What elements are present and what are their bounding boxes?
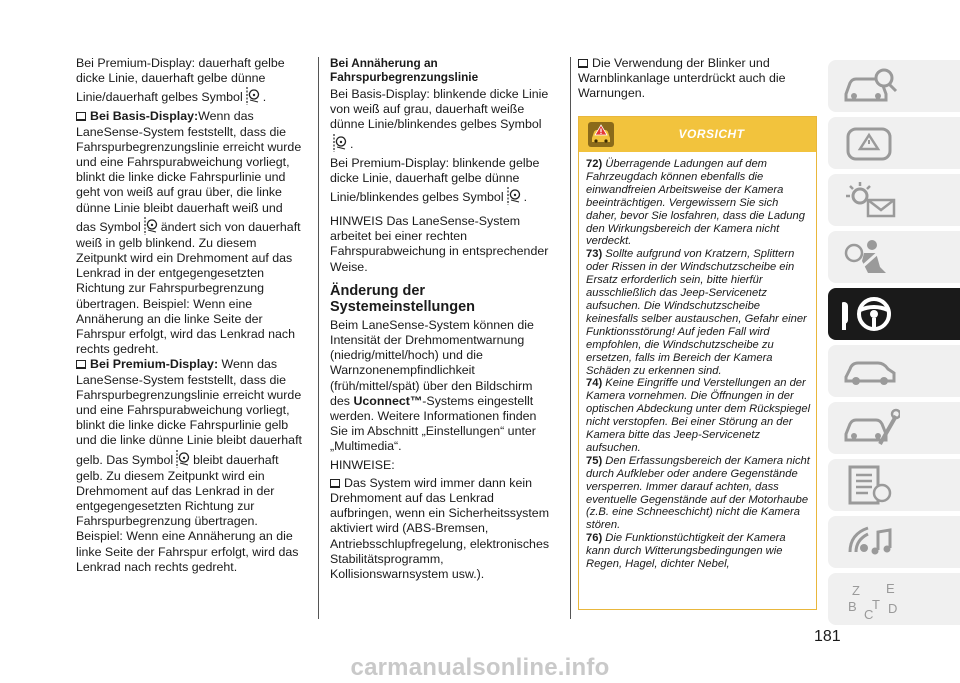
index-letter: Z: [852, 583, 860, 598]
index-letter: C: [864, 607, 874, 622]
subheading-approach: Bei Annäherung an Fahrspurbegrenzungslinie: [330, 56, 479, 84]
paragraph: [330, 87, 555, 153]
note-marker-icon: [578, 59, 588, 68]
warning-item-text: Überragende Ladungen auf dem Fahrzeugdach können ebenfalls die einwandfreien Arbeitsweise der Kamera beeinträchtigen. Vergewissern Sie sich daher, bevor Sie losfahren, dass die Ladung den Wirkungsbereich der Kamera nicht verdeckt.: [586, 158, 805, 248]
text-column-3: [578, 56, 818, 105]
note-marker-icon: [76, 360, 86, 369]
uconnect-brand: Uconnect™: [353, 393, 423, 408]
lanesense-symbol-icon: [175, 449, 191, 469]
period: .: [262, 90, 267, 105]
sidebar-item-dashboard[interactable]: [828, 117, 960, 169]
paragraph: [578, 56, 818, 102]
warning-box: [578, 116, 817, 610]
premium-approach-text: Bei Premium-Display: blinkende gelbe dicke Linie, dauerhaft gelbe dünne Linie/blinkendes gelbes Symbol: [330, 155, 540, 205]
key-steering-wheel-icon: [842, 294, 900, 334]
warning-item: [586, 455, 812, 532]
warning-item-text: Den Erfassungsbereich der Kamera nicht durch Aufkleber oder andere Gegenstände versperren. Immer darauf achten, dass eventuelle Gegenstände auf der Motorhaube (z.B. eine Schneeschicht) nicht die Kamera stören.: [586, 454, 810, 532]
index-letter: E: [886, 581, 895, 596]
column-divider-1: [318, 57, 319, 619]
premium-line-text: Bei Premium-Display: dauerhaft gelbe dicke Linie, dauerhaft gelbe dünne Linie/dauerhaft gelbes Symbol: [76, 56, 285, 105]
sidebar-item-driving[interactable]: [828, 288, 960, 340]
paragraph: [330, 476, 555, 582]
warning-body: [579, 152, 816, 571]
sidebar-item-multimedia[interactable]: [828, 516, 960, 568]
index-letter: T: [872, 597, 880, 612]
basis-display-text-a: Wenn das LaneSense-System feststellt, dass die Fahrspurbegrenzungslinie erreicht wurde und eine Fahrspurabweichung vorliegt, blinkt die linke dicke Fahrspurlinie und geht von weiß auf grau über, die linke dünne Linie bleibt dauerhaft weiß und das Symbol: [76, 109, 302, 234]
premium-display-label: Bei Premium-Display:: [90, 357, 219, 372]
warning-item-text: Die Funktionstüchtigkeit der Kamera kann durch Witterungsbedingungen wie Regen, Hagel, dichter Nebel,: [586, 532, 786, 571]
settings-text-a: Beim LaneSense-System können die Intensität der Drehmomentwarnung (niedrig/mittel/hoch) und die Warnzonenempfindlichkeit (früh/mittel/spät) über den Bildschirm des: [330, 317, 534, 408]
warning-header: [579, 117, 816, 152]
warning-item-number: 74): [586, 377, 606, 390]
warning-item: [586, 158, 812, 248]
sidebar-item-index[interactable]: [828, 573, 960, 625]
warning-item: [586, 377, 812, 454]
premium-display-text-b: bleibt dauerhaft gelb. Zu diesem Zeitpunkt wird ein Drehmoment auf das Lenkrad in der entgegengesetzten Richtung zur Fahrspurbegrenzung übertragen. Beispiel: Wenn eine Annäherung an die linke Seite der Fahrspur erfolgt, wird das Lenkrad nach rechts gedreht.: [76, 452, 299, 574]
section-heading: Änderung der Systemeinstellungen: [330, 282, 476, 315]
sidebar-item-car-search[interactable]: [828, 60, 960, 112]
warning-item: [586, 532, 812, 571]
column-divider-2: [570, 57, 571, 619]
warning-item-number: 73): [586, 248, 606, 261]
basis-display-label: Bei Basis-Display:: [90, 109, 199, 124]
lanesense-symbol-icon: [506, 186, 522, 206]
lanesense-symbol-icon: [143, 216, 159, 236]
paragraph: [330, 318, 555, 455]
period: .: [523, 190, 528, 205]
warning-item: [586, 248, 812, 377]
multimedia-icon: [842, 522, 900, 562]
warning-title: VORSICHT: [678, 127, 745, 141]
warning-item-text: Sollte aufgrund von Kratzern, Splittern oder Rissen in der Windschutzscheibe ein Ersatz erforderlich sein, bitte hierfür ausschließlich das Jeep-Servicenetz aufsuchen. Die Windschutzscheibe keinesfalls selber austauschen, Gefahr einer Funktionsstörung! Auf jeden Fall wird empfohlen, die Windschutzscheibe zu ersetzen, falls im Bereich der Kamera Schäden zu erkennen sind.: [586, 248, 807, 377]
checklist-icon: [842, 465, 900, 505]
basis-approach-text: Bei Basis-Display: blinkende dicke Linie von weiß auf grau, dauerhaft weiße dünne Linie/blinkendes gelbes Symbol: [330, 87, 549, 132]
watermark: carmanualsonline.info: [350, 653, 610, 681]
basis-display-text-b: ändert sich von dauerhaft weiß in gelb blinkend. Zu diesem Zeitpunkt wird ein Drehmoment auf das Lenkrad in der entgegengesetzten Richtung zur Fahrspurbegrenzung übertragen. Beispiel: Wenn eine Annäherung an die linke Seite der Fahrspur erfolgt, wird das Lenkrad nach rechts gedreht.: [76, 219, 301, 357]
index-letter: D: [888, 601, 898, 616]
period: .: [350, 136, 354, 151]
hinweise-title: HINWEISE:: [330, 457, 395, 472]
sidebar-item-car[interactable]: [828, 345, 960, 397]
car-side-icon: [842, 351, 900, 391]
note-marker-icon: [76, 112, 86, 121]
paragraph: [330, 156, 555, 206]
car-search-icon: [842, 66, 900, 106]
settings-text-b: -Systems eingestellt werden. Weitere Informationen finden Sie im Abschnitt „Einstellungen“ unter „Multimedia“.: [330, 393, 537, 454]
lanesense-symbol-icon: [245, 86, 261, 106]
text-column-1: [76, 56, 306, 578]
sidebar-item-safety[interactable]: [828, 231, 960, 283]
warning-item-text: Keine Eingriffe und Verstellungen an der Kamera vornehmen. Die Öffnungen in der optischen Abdeckung unter dem Rückspiegel nicht verstopfen. Bei einer Störung an der Kamera bitte das Jeep-Servicenetz aufsuchen.: [586, 377, 811, 454]
dashboard-warning-icon: [842, 123, 900, 163]
hinweis-note: HINWEIS Das LaneSense-System arbeitet bei einer rechten Fahrspurabweichung in entsprechender Weise.: [330, 214, 549, 274]
sidebar-item-technical[interactable]: [828, 459, 960, 511]
text-column-2: [330, 56, 555, 585]
car-wrench-icon: [842, 408, 900, 448]
warning-item-number: 72): [586, 158, 606, 170]
warning-item-number: 76): [586, 532, 606, 545]
note-marker-icon: [330, 479, 340, 488]
index-letter: B: [848, 599, 857, 614]
warning-item-number: 75): [586, 454, 606, 467]
seat-airbag-icon: [842, 237, 900, 277]
blinker-text: Die Verwendung der Blinker und Warnblinkanlage unterdrückt auch die Warnungen.: [578, 56, 786, 101]
sidebar-item-lights[interactable]: [828, 174, 960, 226]
sidebar-item-service[interactable]: [828, 402, 960, 454]
alphabet-index-icon: [842, 579, 900, 623]
paragraph: [76, 109, 306, 575]
premium-display-text-a: Wenn das LaneSense-System feststellt, dass die Fahrspurbegrenzungslinie erreicht wurde und eine Fahrspurabweichung vorliegt, blinkt die linke dicke Fahrspurlinie gelb und die linke dünne Linie bleibt dauerhaft gelb. Das Symbol: [76, 357, 302, 467]
hinweise-text: Das System wird immer dann kein Drehmoment auf das Lenkrad aufbringen, wenn ein Sicherheitssystem aktiviert wird (ABS-Bremsen, Antriebsschlupfregelung, elektronisches Stabilitätsprogramm, Kollisionswarnsystem usw.).: [330, 475, 550, 582]
light-mail-icon: [842, 180, 900, 220]
page-number: 181: [814, 628, 841, 645]
lanesense-symbol-icon: [332, 133, 348, 153]
paragraph: [76, 56, 306, 106]
